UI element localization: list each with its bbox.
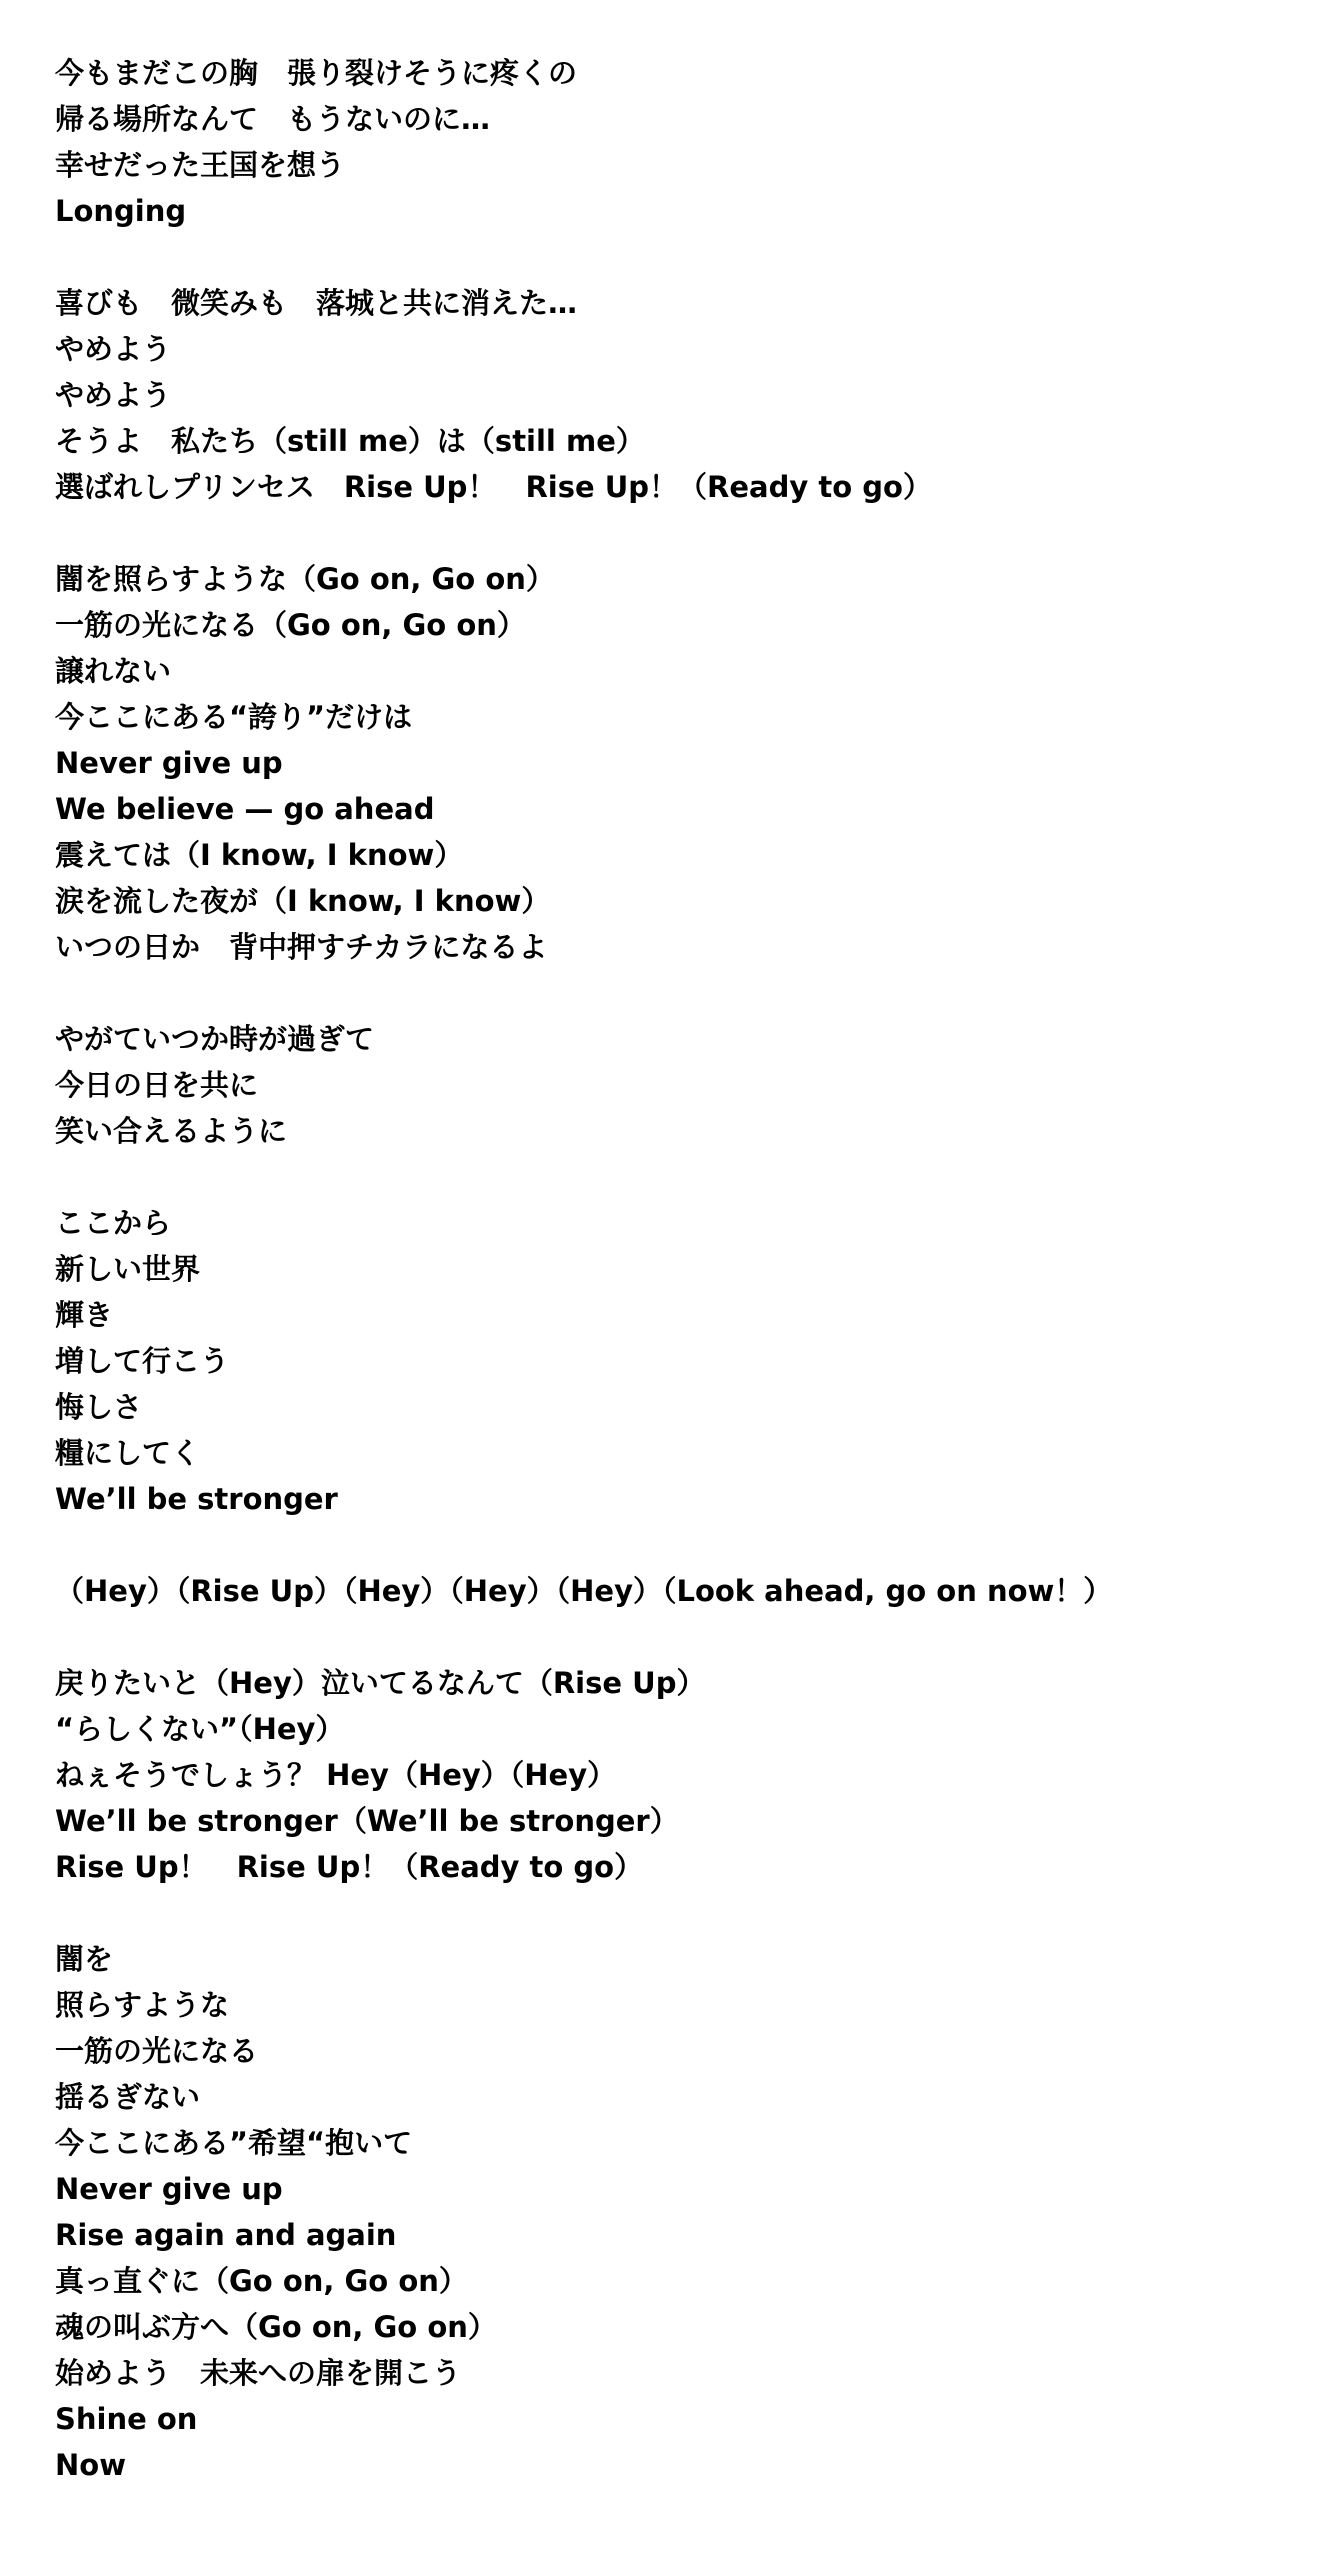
lyric-line: ねぇそうでしょう？ Hey（Hey）（Hey）	[55, 1758, 617, 1792]
lyric-line: 一筋の光になる	[55, 2034, 259, 2068]
stanza-1	[55, 50, 1317, 234]
lyric-line: 笑い合えるように	[55, 1114, 288, 1148]
lyric-line: （Hey）（Rise Up）（Hey）（Hey）（Hey）（Look ahead, go on now！）	[55, 1574, 1113, 1608]
lyric-line: Now	[55, 2448, 126, 2482]
lyric-line: 涙を流した夜が（I know, I know）	[55, 884, 551, 918]
lyric-line: “らしくない”（Hey）	[55, 1712, 345, 1746]
lyric-line: 始めよう 未来への扉を開こう	[55, 2356, 462, 2390]
stanza-8	[55, 1936, 1317, 2488]
stanza-6	[55, 1568, 1317, 1614]
lyric-line: 輝き	[55, 1298, 114, 1332]
lyric-line: そうよ 私たち（still me）は（still me）	[55, 424, 645, 458]
lyric-line: やめよう	[55, 332, 172, 366]
lyric-line: We’ll be stronger	[55, 1482, 338, 1516]
stanza-4	[55, 1016, 1317, 1154]
stanza-7	[55, 1660, 1317, 1890]
lyric-line: 増して行こう	[55, 1344, 230, 1378]
lyric-line: 糧にしてく	[55, 1436, 201, 1470]
lyric-line: 譲れない	[55, 654, 172, 688]
lyric-line: 今ここにある“誇り”だけは	[55, 700, 413, 734]
lyric-line: 揺るぎない	[55, 2080, 201, 2114]
lyric-line: Longing	[55, 194, 187, 228]
lyric-line: 一筋の光になる（Go on, Go on）	[55, 608, 526, 642]
lyric-line: 幸せだった王国を想う	[55, 148, 346, 182]
lyric-line: Rise Up！ Rise Up！（Ready to go）	[55, 1850, 644, 1884]
lyric-line: 選ばれしプリンセス Rise Up！ Rise Up！（Ready to go）	[55, 470, 932, 504]
lyric-line: 悔しさ	[55, 1390, 143, 1424]
lyric-line: 帰る場所なんて もうないのに…	[55, 102, 491, 136]
lyric-line: We believe — go ahead	[55, 792, 435, 826]
lyric-line: 震えては（I know, I know）	[55, 838, 464, 872]
lyric-line: 今もまだこの胸 張り裂けそうに疼くの	[55, 56, 578, 90]
lyric-line: 照らすような	[55, 1988, 230, 2022]
lyric-line: やがていつか時が過ぎて	[55, 1022, 375, 1056]
lyric-line: やめよう	[55, 378, 172, 412]
lyric-line: Shine on	[55, 2402, 198, 2436]
lyric-line: 今日の日を共に	[55, 1068, 259, 1102]
lyric-line: 闇を	[55, 1942, 114, 1976]
stanza-5	[55, 1200, 1317, 1522]
stanza-3	[55, 556, 1317, 970]
lyric-line: ここから	[55, 1206, 172, 1240]
lyric-line: 闇を照らすような（Go on, Go on）	[55, 562, 555, 596]
lyric-line: 戻りたいと（Hey）泣いてるなんて（Rise Up）	[55, 1666, 706, 1700]
lyric-line: 新しい世界	[55, 1252, 201, 1286]
lyric-line: 真っ直ぐに（Go on, Go on）	[55, 2264, 468, 2298]
lyric-line: We’ll be stronger（We’ll be stronger）	[55, 1804, 679, 1838]
lyric-line: 魂の叫ぶ方へ（Go on, Go on）	[55, 2310, 497, 2344]
lyric-line: Rise again and again	[55, 2218, 397, 2252]
stanza-2	[55, 280, 1317, 510]
lyric-line: Never give up	[55, 2172, 283, 2206]
lyric-line: 今ここにある”希望“抱いて	[55, 2126, 413, 2160]
lyric-line: いつの日か 背中押すチカラになるよ	[55, 930, 548, 964]
lyric-line: Never give up	[55, 746, 283, 780]
lyric-line: 喜びも 微笑みも 落城と共に消えた…	[55, 286, 578, 320]
